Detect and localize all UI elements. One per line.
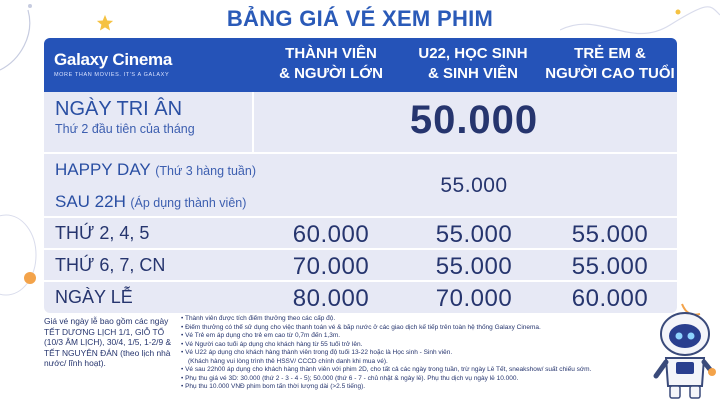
terms-notes [181, 315, 661, 392]
price-holiday-u22: 70.000 [435, 285, 513, 312]
column-header-u22: U22, HỌC SINH & SINH VIÊN [418, 45, 528, 82]
row-divider [44, 216, 677, 218]
page-title: BẢNG GIÁ VÉ XEM PHIM [226, 6, 494, 31]
row-label-tri-an: NGÀY TRI ÂN [55, 98, 183, 120]
note-item: • Phụ thu giá vé 3D: 30.000 (thứ 2 - 3 - 4 - 5); 50.000 (thứ 6 - 7 - chủ nhật & ngày lễ). Phụ thu dịch vụ ngày lễ 10.000. [181, 375, 661, 384]
price-mon-wed-thu-member: 60.000 [292, 221, 370, 248]
price-fri-sat-sun-kids: 55.000 [571, 253, 649, 280]
note-item: • Thành viên được tích điểm thưởng theo các cấp độ. [181, 315, 661, 324]
row-sub-tri-an: Thứ 2 đầu tiên của tháng [55, 122, 195, 136]
price-fri-sat-sun-member: 70.000 [292, 253, 370, 280]
row-label-after-22h: SAU 22H [55, 192, 126, 211]
column-header-kids-seniors: TRẺ EM & NGƯỜI CAO TUỔI [545, 45, 675, 82]
column-header-member: THÀNH VIÊN & NGƯỜI LỚN [279, 45, 383, 82]
price-board [44, 38, 677, 313]
holiday-note: Giá vé ngày lễ bao gồm các ngày TẾT DƯƠNG LỊCH 1/1, GIỖ TỔ (10/3 ÂM LỊCH), 30/4, 1/5, 1-2/9 & TẾT NGUYÊN ĐÁN (theo lịch nhà nước/ lĩnh hoạt). [44, 316, 172, 369]
orbit-decoration [0, 200, 44, 310]
price-tri-an: 50.000 [409, 98, 539, 142]
row-label-mon-wed-thu: THỨ 2, 4, 5 [55, 223, 150, 243]
note-item: • Vé Người cao tuổi áp dụng cho khách hàng từ 55 tuổi trở lên. [181, 341, 661, 350]
logo-name: Galaxy Cinema [54, 50, 172, 69]
note-item-continued: (Khách hàng vui lòng trình thẻ HSSV/ CCCD chính danh khi mua vé). [188, 357, 388, 365]
row-label-holiday: NGÀY LỄ [55, 287, 133, 307]
price-happy-day-after-22h: 55.000 [440, 174, 508, 197]
price-fri-sat-sun-u22: 55.000 [435, 253, 513, 280]
price-holiday-member: 80.000 [292, 285, 370, 312]
astronaut-mascot-icon [652, 300, 718, 402]
row-sub-happy-day: (Thứ 3 hàng tuần) [155, 164, 256, 178]
row-label-fri-sat-sun: THỨ 6, 7, CN [55, 255, 166, 275]
price-mon-wed-thu-kids: 55.000 [571, 221, 649, 248]
note-item: • Điểm thưởng có thể sử dụng cho việc thanh toán vé & bắp nước ở các giao dịch kế tiếp trên toàn hệ thống Galaxy Cinema. [181, 324, 661, 333]
logo-tagline: MORE THAN MOVIES. IT'S A GALAXY [54, 72, 170, 78]
price-table-header [44, 38, 677, 92]
row-happy-day [55, 160, 256, 180]
price-mon-wed-thu-u22: 55.000 [435, 221, 513, 248]
row-label-happy-day: HAPPY DAY [55, 160, 151, 179]
row-after-22h [55, 192, 246, 212]
row-sub-after-22h: (Áp dụng thành viên) [130, 196, 247, 210]
note-item: • Vé U22 áp dụng cho khách hàng thành viên trong độ tuổi 13-22 hoặc là Học sinh - Sinh viên. [181, 349, 661, 358]
row-divider [44, 152, 677, 154]
column-divider [252, 92, 254, 152]
price-holiday-kids: 60.000 [571, 285, 649, 312]
note-item: • Phụ thu 10.000 VNĐ phim bom tấn thời lượng dài (>2.5 tiếng). [181, 383, 661, 392]
note-item: • Vé sau 22h00 áp dụng cho khách hàng thành viên với phim 2D, cho tất cả các ngày trong tuần, trừ ngày Lễ Tết, sneakshow/ suất chiếu sớm. [181, 366, 661, 375]
note-item: • Vé Trẻ em áp dụng cho trẻ em cao từ 0,7m đến 1,3m. [181, 332, 661, 341]
galaxy-cinema-logo [54, 50, 244, 78]
